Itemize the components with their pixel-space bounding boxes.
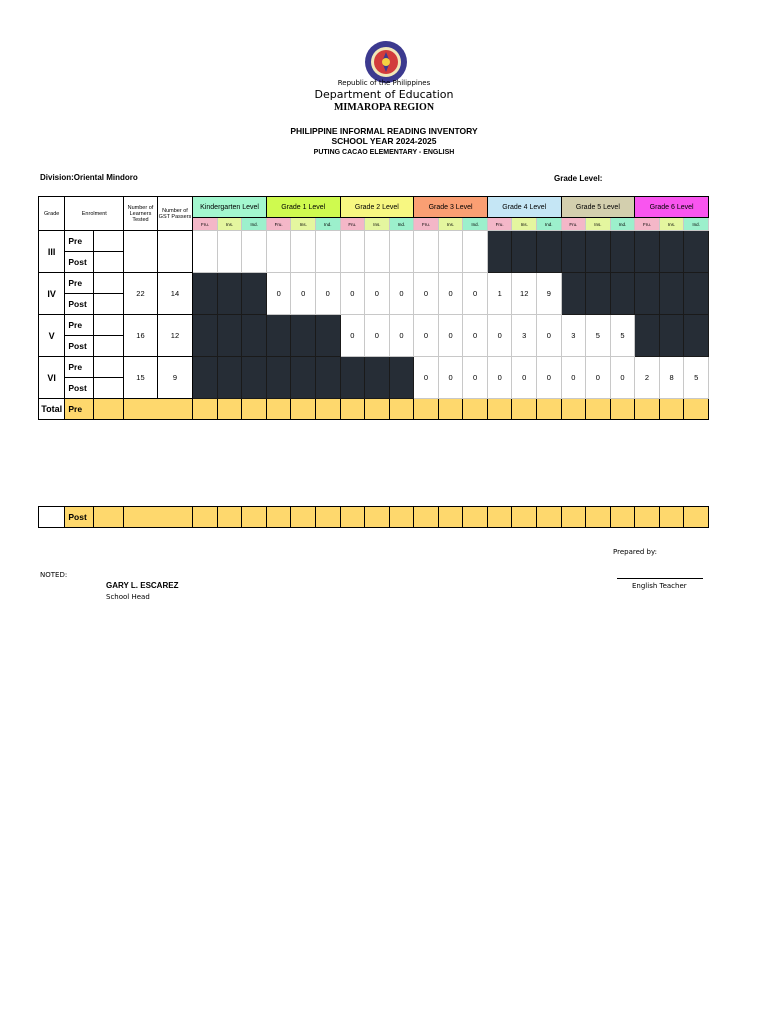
total-post-cell (266, 507, 291, 528)
total-pre-cell (659, 399, 684, 420)
total-label-post (39, 507, 65, 528)
grade-cell: III (39, 231, 65, 273)
level-value-cell (463, 231, 488, 273)
report-title: PHILIPPINE INFORMAL READING INVENTORY (290, 126, 478, 136)
level-header: Grade 6 Level (635, 197, 709, 218)
level-value-cell (610, 231, 635, 273)
total-post-cell (291, 507, 316, 528)
level-value-cell: 0 (463, 357, 488, 399)
level-header: Grade 4 Level (487, 197, 561, 218)
passers-cell: 9 (157, 357, 193, 399)
enrolment-post (93, 336, 123, 357)
level-value-cell (340, 231, 365, 273)
passers-cell (157, 231, 193, 273)
total-post-cell (389, 507, 414, 528)
level-value-cell: 8 (659, 357, 684, 399)
total-pre-cell (684, 399, 709, 420)
sub-level-header: Ind. (684, 218, 709, 231)
level-value-cell (512, 231, 537, 273)
sub-level-header: Ins. (365, 218, 390, 231)
phil-iri-table (38, 196, 709, 420)
total-tested-pre (124, 399, 193, 420)
sub-level-header: Ind. (242, 218, 267, 231)
level-value-cell (536, 231, 561, 273)
level-value-cell (193, 357, 218, 399)
total-pre-label: Pre (65, 399, 93, 420)
total-pre-cell (217, 399, 242, 420)
level-value-cell (217, 315, 242, 357)
level-value-cell: 3 (561, 315, 586, 357)
total-post-cell (414, 507, 439, 528)
total-label: Total (39, 399, 65, 420)
col-tested-header: Number of Learners Tested (124, 197, 157, 231)
level-value-cell (684, 273, 709, 315)
post-label: Post (65, 336, 93, 357)
level-value-cell: 12 (512, 273, 537, 315)
level-value-cell: 1 (487, 273, 512, 315)
total-post-cell (561, 507, 586, 528)
pre-label: Pre (65, 231, 93, 252)
level-value-cell: 0 (291, 273, 316, 315)
total-post-cell (536, 507, 561, 528)
level-value-cell: 0 (487, 315, 512, 357)
sub-level-header: Ins. (438, 218, 463, 231)
col-grade-header: Grade (39, 197, 65, 231)
level-header: Grade 2 Level (340, 197, 414, 218)
sub-level-header: Ind. (315, 218, 340, 231)
level-value-cell (365, 231, 390, 273)
level-value-cell: 0 (438, 357, 463, 399)
tested-cell: 16 (124, 315, 157, 357)
english-teacher-title: English Teacher (632, 582, 687, 590)
tested-cell: 22 (124, 273, 157, 315)
level-value-cell: 5 (610, 315, 635, 357)
total-pre-cell (561, 399, 586, 420)
department-name: Department of Education (314, 88, 454, 101)
sub-level-header: Ind. (536, 218, 561, 231)
school-subject: PUTING CACAO ELEMENTARY - ENGLISH (313, 149, 455, 156)
post-label: Post (65, 252, 93, 273)
level-value-cell (266, 357, 291, 399)
level-value-cell (659, 273, 684, 315)
total-post-cell (242, 507, 267, 528)
level-value-cell (586, 231, 611, 273)
level-value-cell (315, 315, 340, 357)
passers-cell: 14 (157, 273, 193, 315)
total-post-label: Post (65, 507, 93, 528)
school-year: SCHOOL YEAR 2024-2025 (331, 136, 437, 146)
total-pre-cell (291, 399, 316, 420)
level-header: Grade 5 Level (561, 197, 635, 218)
total-pre-cell (365, 399, 390, 420)
level-value-cell (684, 231, 709, 273)
level-value-cell (659, 315, 684, 357)
level-value-cell (193, 231, 218, 273)
col-passers-header: Number of GST Passers (157, 197, 193, 231)
level-value-cell (242, 273, 267, 315)
noted-label: NOTED: (40, 571, 68, 579)
level-value-cell: 0 (266, 273, 291, 315)
level-value-cell (659, 231, 684, 273)
total-post-cell (610, 507, 635, 528)
level-value-cell (193, 315, 218, 357)
level-header: Grade 3 Level (414, 197, 488, 218)
level-value-cell (610, 273, 635, 315)
sub-level-header: Fru. (193, 218, 218, 231)
grade-cell: V (39, 315, 65, 357)
sub-level-header: Fru. (414, 218, 439, 231)
post-label: Post (65, 378, 93, 399)
total-pre-cell (536, 399, 561, 420)
sub-level-header: Fru. (266, 218, 291, 231)
total-post-cell (635, 507, 660, 528)
sub-level-header: Ind. (389, 218, 414, 231)
total-pre-cell (438, 399, 463, 420)
total-post-cell (463, 507, 488, 528)
total-pre-cell (315, 399, 340, 420)
sub-level-header: Fru. (340, 218, 365, 231)
level-value-cell: 0 (414, 357, 439, 399)
total-post-cell (684, 507, 709, 528)
level-value-cell: 5 (586, 315, 611, 357)
level-value-cell (242, 231, 267, 273)
level-value-cell: 5 (684, 357, 709, 399)
sub-level-header: Ins. (586, 218, 611, 231)
enrolment-pre (93, 357, 123, 378)
total-enrolment-pre (93, 399, 123, 420)
level-value-cell: 0 (414, 315, 439, 357)
level-value-cell: 0 (487, 357, 512, 399)
level-value-cell: 2 (635, 357, 660, 399)
sub-level-header: Fru. (487, 218, 512, 231)
level-value-cell: 3 (512, 315, 537, 357)
level-value-cell (193, 273, 218, 315)
level-value-cell (315, 357, 340, 399)
level-value-cell (217, 357, 242, 399)
school-head-name: GARY L. ESCAREZ (106, 581, 179, 590)
total-pre-cell (340, 399, 365, 420)
total-post-cell (487, 507, 512, 528)
level-value-cell: 0 (414, 273, 439, 315)
level-header: Kindergarten Level (193, 197, 267, 218)
level-value-cell (438, 231, 463, 273)
level-value-cell: 0 (536, 357, 561, 399)
enrolment-pre (93, 315, 123, 336)
enrolment-post (93, 294, 123, 315)
sub-level-header: Ins. (512, 218, 537, 231)
total-post-table (38, 506, 709, 528)
level-value-cell (242, 315, 267, 357)
level-value-cell (635, 315, 660, 357)
total-pre-cell (463, 399, 488, 420)
level-value-cell: 0 (463, 315, 488, 357)
division-label: Division:Oriental Mindoro (40, 173, 138, 182)
grade-cell: VI (39, 357, 65, 399)
sub-level-header: Ins. (217, 218, 242, 231)
signature-line (617, 578, 703, 579)
region-name: MIMAROPA REGION (333, 102, 435, 113)
enrolment-post (93, 252, 123, 273)
level-value-cell: 0 (389, 315, 414, 357)
sub-level-header: Fru. (635, 218, 660, 231)
sub-level-header: Fru. (561, 218, 586, 231)
level-value-cell (635, 231, 660, 273)
total-post-cell (316, 507, 341, 528)
level-value-cell: 0 (561, 357, 586, 399)
level-value-cell (266, 231, 291, 273)
total-pre-cell (389, 399, 414, 420)
col-enrolment-header: Enrolment (65, 197, 124, 231)
level-value-cell (242, 357, 267, 399)
total-pre-cell (512, 399, 537, 420)
level-value-cell (340, 357, 365, 399)
level-value-cell: 0 (438, 315, 463, 357)
sub-level-header: Ins. (659, 218, 684, 231)
enrolment-post (93, 378, 123, 399)
level-value-cell (291, 231, 316, 273)
level-value-cell (291, 315, 316, 357)
total-pre-cell (414, 399, 439, 420)
level-value-cell (389, 357, 414, 399)
total-post-cell (438, 507, 463, 528)
level-value-cell: 0 (365, 315, 390, 357)
total-post-cell (217, 507, 242, 528)
level-value-cell: 0 (438, 273, 463, 315)
republic-text: Republic of the Philippines (337, 79, 431, 87)
sub-level-header: Ins. (291, 218, 316, 231)
total-pre-cell (586, 399, 611, 420)
level-header: Grade 1 Level (266, 197, 340, 218)
level-value-cell: 0 (610, 357, 635, 399)
pre-label: Pre (65, 315, 93, 336)
total-enrolment-post (93, 507, 123, 528)
pre-label: Pre (65, 273, 93, 294)
level-value-cell: 0 (340, 315, 365, 357)
tested-cell (124, 231, 157, 273)
level-value-cell (586, 273, 611, 315)
total-post-cell (586, 507, 611, 528)
total-tested-post (124, 507, 193, 528)
level-value-cell (266, 315, 291, 357)
level-value-cell (389, 231, 414, 273)
level-value-cell (291, 357, 316, 399)
level-value-cell: 0 (340, 273, 365, 315)
total-post-cell (340, 507, 365, 528)
post-label: Post (65, 294, 93, 315)
grade-level-label: Grade Level: (554, 174, 603, 183)
enrolment-pre (93, 273, 123, 294)
level-value-cell (635, 273, 660, 315)
total-pre-cell (635, 399, 660, 420)
total-post-cell (512, 507, 537, 528)
school-head-title: School Head (106, 593, 150, 601)
total-pre-cell (487, 399, 512, 420)
level-value-cell (414, 231, 439, 273)
level-value-cell (561, 231, 586, 273)
sub-level-header: Ind. (463, 218, 488, 231)
level-value-cell: 0 (315, 273, 340, 315)
level-value-cell (217, 231, 242, 273)
total-pre-cell (610, 399, 635, 420)
level-value-cell (561, 273, 586, 315)
enrolment-pre (93, 231, 123, 252)
level-value-cell: 0 (512, 357, 537, 399)
total-pre-cell (242, 399, 267, 420)
deped-seal (364, 40, 408, 84)
total-post-cell (365, 507, 390, 528)
prepared-by-label: Prepared by: (613, 548, 657, 556)
passers-cell: 12 (157, 315, 193, 357)
total-pre-cell (193, 399, 218, 420)
level-value-cell (365, 357, 390, 399)
level-value-cell (487, 231, 512, 273)
total-post-cell (193, 507, 218, 528)
pre-label: Pre (65, 357, 93, 378)
level-value-cell: 0 (586, 357, 611, 399)
total-post-cell (659, 507, 684, 528)
level-value-cell (684, 315, 709, 357)
total-pre-cell (266, 399, 291, 420)
level-value-cell: 9 (536, 273, 561, 315)
tested-cell: 15 (124, 357, 157, 399)
sub-level-header: Ind. (610, 218, 635, 231)
level-value-cell: 0 (463, 273, 488, 315)
level-value-cell: 0 (389, 273, 414, 315)
grade-cell: IV (39, 273, 65, 315)
level-value-cell: 0 (536, 315, 561, 357)
level-value-cell: 0 (365, 273, 390, 315)
level-value-cell (315, 231, 340, 273)
level-value-cell (217, 273, 242, 315)
